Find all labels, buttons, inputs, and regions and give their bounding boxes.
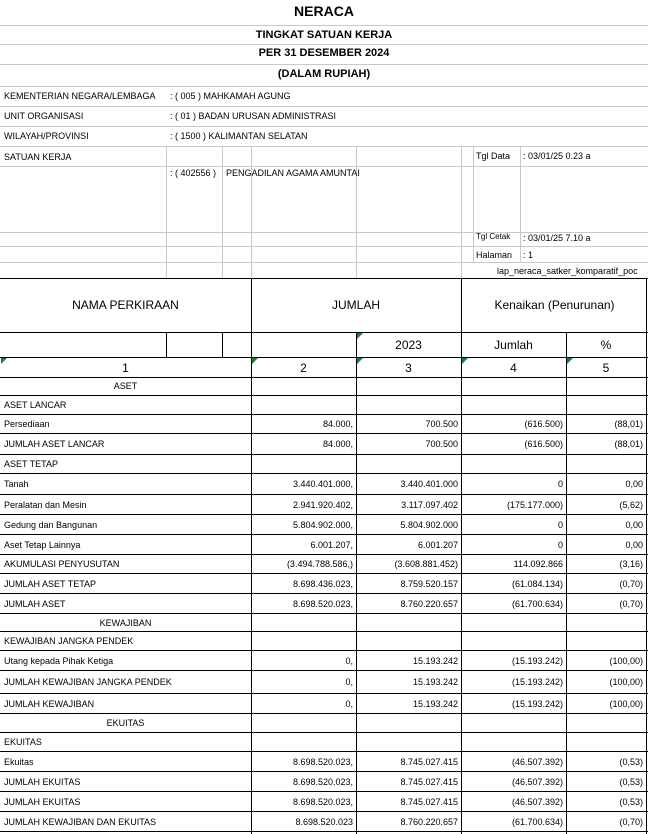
value-change <box>461 632 566 651</box>
row-label: JUMLAH EKUITAS <box>4 777 81 787</box>
wilayah-label: WILAYAH/PROVINSI <box>4 131 89 141</box>
table-row <box>0 632 648 651</box>
header-sub-pct: % <box>600 338 612 352</box>
col-number-4: 4 <box>510 361 517 375</box>
value-percent: (100,00) <box>609 656 643 666</box>
table-row <box>0 792 648 812</box>
value-2023: 8.745.027.415 <box>400 757 458 767</box>
value-percent: (0,53) <box>619 777 643 787</box>
header-year-prev: 2023 <box>395 338 422 352</box>
value-change: (61.700.634) <box>511 599 563 609</box>
value-percent: (88,01) <box>614 419 643 429</box>
row-label: KEWAJIBAN JANGKA PENDEK <box>4 636 134 646</box>
value-2024: 8.698.436.023, <box>292 579 353 589</box>
table-row <box>0 515 648 535</box>
value-percent <box>566 396 646 415</box>
row-label: JUMLAH EKUITAS <box>4 797 81 807</box>
wilayah-value: : ( 1500 ) KALIMANTAN SELATAN <box>170 131 308 141</box>
value-percent <box>566 455 646 474</box>
value-2023: 6.001.207 <box>417 540 458 550</box>
table-row <box>0 733 648 752</box>
row-label: ASET LANCAR <box>4 400 67 410</box>
value-2023 <box>356 614 461 632</box>
value-percent: (88,01) <box>614 439 643 449</box>
value-2024 <box>251 377 356 396</box>
table-row <box>0 651 648 671</box>
report-subtitle: TINGKAT SATUAN KERJA <box>255 29 393 41</box>
value-change: (61.084.134) <box>511 579 563 589</box>
row-label: EKUITAS <box>4 737 42 747</box>
value-2024: 84.000, <box>322 419 353 429</box>
row-label: Gedung dan Bangunan <box>4 520 98 530</box>
value-percent: (3,16) <box>619 559 643 569</box>
value-2024: 8.698.520.023, <box>292 777 353 787</box>
value-2024: (3.494.788.586,) <box>286 559 353 569</box>
kementerian-value: : ( 005 ) MAHKAMAH AGUNG <box>170 91 291 101</box>
value-2023: 5.804.902.000 <box>400 520 458 530</box>
table-row <box>0 474 648 495</box>
row-label: JUMLAH ASET LANCAR <box>4 439 105 449</box>
row-label: ASET TETAP <box>4 459 59 469</box>
value-change <box>461 714 566 733</box>
value-change: 0 <box>557 540 563 550</box>
table-row <box>0 415 648 434</box>
table-row <box>0 377 648 396</box>
value-change <box>461 377 566 396</box>
row-label: JUMLAH KEWAJIBAN <box>4 699 95 709</box>
col-number-3: 3 <box>405 361 412 375</box>
satker-label: SATUAN KERJA <box>4 152 72 162</box>
value-change <box>461 396 566 415</box>
halaman-value: : 1 <box>523 250 534 260</box>
value-change: (175.177.000) <box>506 500 563 510</box>
row-label: JUMLAH ASET <box>4 599 66 609</box>
value-2023: 8.760.220.657 <box>400 817 458 827</box>
value-2023 <box>356 377 461 396</box>
header-nama-perkiraan: NAMA PERKIRAAN <box>72 298 179 312</box>
table-row <box>0 752 648 772</box>
header-jumlah: JUMLAH <box>331 298 380 312</box>
value-change: (15.193.242) <box>511 699 563 709</box>
table-row <box>0 555 648 574</box>
value-2023 <box>356 396 461 415</box>
value-2024: 84.000, <box>322 439 353 449</box>
table-row <box>0 455 648 474</box>
header-sub-jumlah: Jumlah <box>494 338 533 352</box>
table-row <box>0 396 648 415</box>
col-number-1: 1 <box>122 361 129 375</box>
value-2023: 15.193.242 <box>412 677 458 687</box>
row-label: Tanah <box>4 479 29 489</box>
tgl-cetak-label: Tgl Cetak <box>476 232 511 241</box>
table-row <box>0 772 648 792</box>
value-2024: 0, <box>345 677 353 687</box>
row-label: Persediaan <box>4 419 50 429</box>
value-2023: 3.117.097.402 <box>401 500 458 510</box>
value-2023: (3.608.881.452) <box>394 559 458 569</box>
header-kenaikan: Kenaikan (Penurunan) <box>494 298 615 312</box>
value-percent <box>566 632 646 651</box>
row-label: JUMLAH KEWAJIBAN JANGKA PENDEK <box>4 677 172 687</box>
value-change: (46.507.392) <box>511 797 563 807</box>
value-2024 <box>251 632 356 651</box>
comment-marker-icon <box>567 358 573 364</box>
row-label: KEWAJIBAN <box>99 618 152 628</box>
value-percent: 0,00 <box>625 540 643 550</box>
value-percent: (5,62) <box>619 500 643 510</box>
value-change: (15.193.242) <box>511 656 563 666</box>
table-row <box>0 535 648 555</box>
table-row <box>0 574 648 594</box>
value-2024: 8.698.520.023, <box>292 757 353 767</box>
tgl-data-label: Tgl Data <box>476 151 511 161</box>
comment-marker-icon <box>357 358 363 364</box>
value-2023 <box>356 455 461 474</box>
halaman-label: Halaman <box>476 250 513 260</box>
value-percent <box>566 377 646 396</box>
value-change: (46.507.392) <box>511 777 563 787</box>
satker-name: PENGADILAN AGAMA AMUNTAI <box>226 168 360 178</box>
value-change <box>461 455 566 474</box>
comment-marker-icon <box>357 333 363 339</box>
comment-marker-icon <box>252 358 258 364</box>
value-change <box>461 733 566 752</box>
value-change: 0 <box>557 479 563 489</box>
report-code: lap_neraca_satker_komparatif_poc <box>497 266 638 276</box>
satker-code: : ( 402556 ) <box>170 168 217 178</box>
value-2023: 3.440.401.000 <box>400 479 458 489</box>
kementerian-label: KEMENTERIAN NEGARA/LEMBAGA <box>4 91 156 101</box>
report-period: PER 31 DESEMBER 2024 <box>258 47 390 59</box>
value-percent <box>566 733 646 752</box>
value-change: 0 <box>557 520 563 530</box>
value-percent: (0,70) <box>619 817 643 827</box>
value-percent <box>566 714 646 733</box>
report-currency: (DALAM RUPIAH) <box>277 68 371 80</box>
value-2024: 2.941.920.402, <box>292 500 353 510</box>
col-number-5: 5 <box>602 361 610 375</box>
row-label: AKUMULASI PENYUSUTAN <box>4 559 120 569</box>
value-percent: 0,00 <box>625 520 643 530</box>
value-change: (616.500) <box>524 439 563 449</box>
value-2024 <box>251 614 356 632</box>
unit-label: UNIT ORGANISASI <box>4 111 84 121</box>
value-2024: 5.804.902.000, <box>292 520 353 530</box>
value-2024: 3.440.401.000, <box>292 479 353 489</box>
value-2023: 15.193.242 <box>412 656 458 666</box>
value-2024: 8.698.520.023, <box>292 599 353 609</box>
value-change: 114.092.866 <box>513 559 563 569</box>
value-2024 <box>251 455 356 474</box>
value-2024 <box>251 714 356 733</box>
value-percent: (100,00) <box>609 677 643 687</box>
row-label: Peralatan dan Mesin <box>4 500 87 510</box>
comment-marker-icon <box>462 358 468 364</box>
value-change: (61.700.634) <box>511 817 563 827</box>
value-percent <box>566 614 646 632</box>
value-2023 <box>356 714 461 733</box>
value-2024 <box>251 733 356 752</box>
value-2024: 8.698.520.023, <box>292 797 353 807</box>
value-percent: (0,53) <box>619 797 643 807</box>
value-change: (46.507.392) <box>511 757 563 767</box>
table-row <box>0 614 648 632</box>
tgl-data-value: : 03/01/25 0.23 a <box>523 151 591 161</box>
row-label: JUMLAH ASET TETAP <box>4 579 97 589</box>
table-row <box>0 714 648 733</box>
value-percent: 0,00 <box>625 479 643 489</box>
value-change: (616.500) <box>524 419 563 429</box>
value-percent: (0,70) <box>619 579 643 589</box>
row-label: Utang kepada Pihak Ketiga <box>4 656 114 666</box>
table-row <box>0 434 648 455</box>
col-number-2: 2 <box>300 361 307 375</box>
table-row <box>0 495 648 515</box>
value-2023: 8.760.220.657 <box>400 599 458 609</box>
value-2024: 6.001.207, <box>310 540 353 550</box>
value-2024: 0, <box>345 699 353 709</box>
value-2023: 700.500 <box>425 419 458 429</box>
value-2023 <box>356 632 461 651</box>
table-row <box>0 594 648 614</box>
row-label: EKUITAS <box>106 718 145 728</box>
value-2023: 15.193.242 <box>412 699 458 709</box>
value-2023: 8.745.027.415 <box>400 797 458 807</box>
value-2024: 0, <box>345 656 353 666</box>
report-title: NERACA <box>294 3 354 19</box>
value-change <box>461 614 566 632</box>
table-row <box>0 812 648 832</box>
value-change: (15.193.242) <box>511 677 563 687</box>
row-label: JUMLAH KEWAJIBAN DAN EKUITAS <box>4 817 157 827</box>
value-percent: (100,00) <box>609 699 643 709</box>
value-2023: 8.745.027.415 <box>400 777 458 787</box>
table-row <box>0 671 648 694</box>
row-label: ASET <box>113 381 138 391</box>
row-label: Aset Tetap Lainnya <box>4 540 81 550</box>
value-2024 <box>251 396 356 415</box>
value-2023 <box>356 733 461 752</box>
tgl-cetak-value: : 03/01/25 7.10 a <box>523 233 591 243</box>
value-percent: (0,70) <box>619 599 643 609</box>
unit-value: : ( 01 ) BADAN URUSAN ADMINISTRASI <box>170 111 337 121</box>
value-2024: 8.698.520.023 <box>295 817 353 827</box>
table-row <box>0 694 648 714</box>
value-percent: (0,53) <box>619 757 643 767</box>
value-2023: 8.759.520.157 <box>400 579 458 589</box>
comment-marker-icon <box>1 358 7 364</box>
row-label: Ekuitas <box>4 757 34 767</box>
value-2023: 700.500 <box>425 439 458 449</box>
